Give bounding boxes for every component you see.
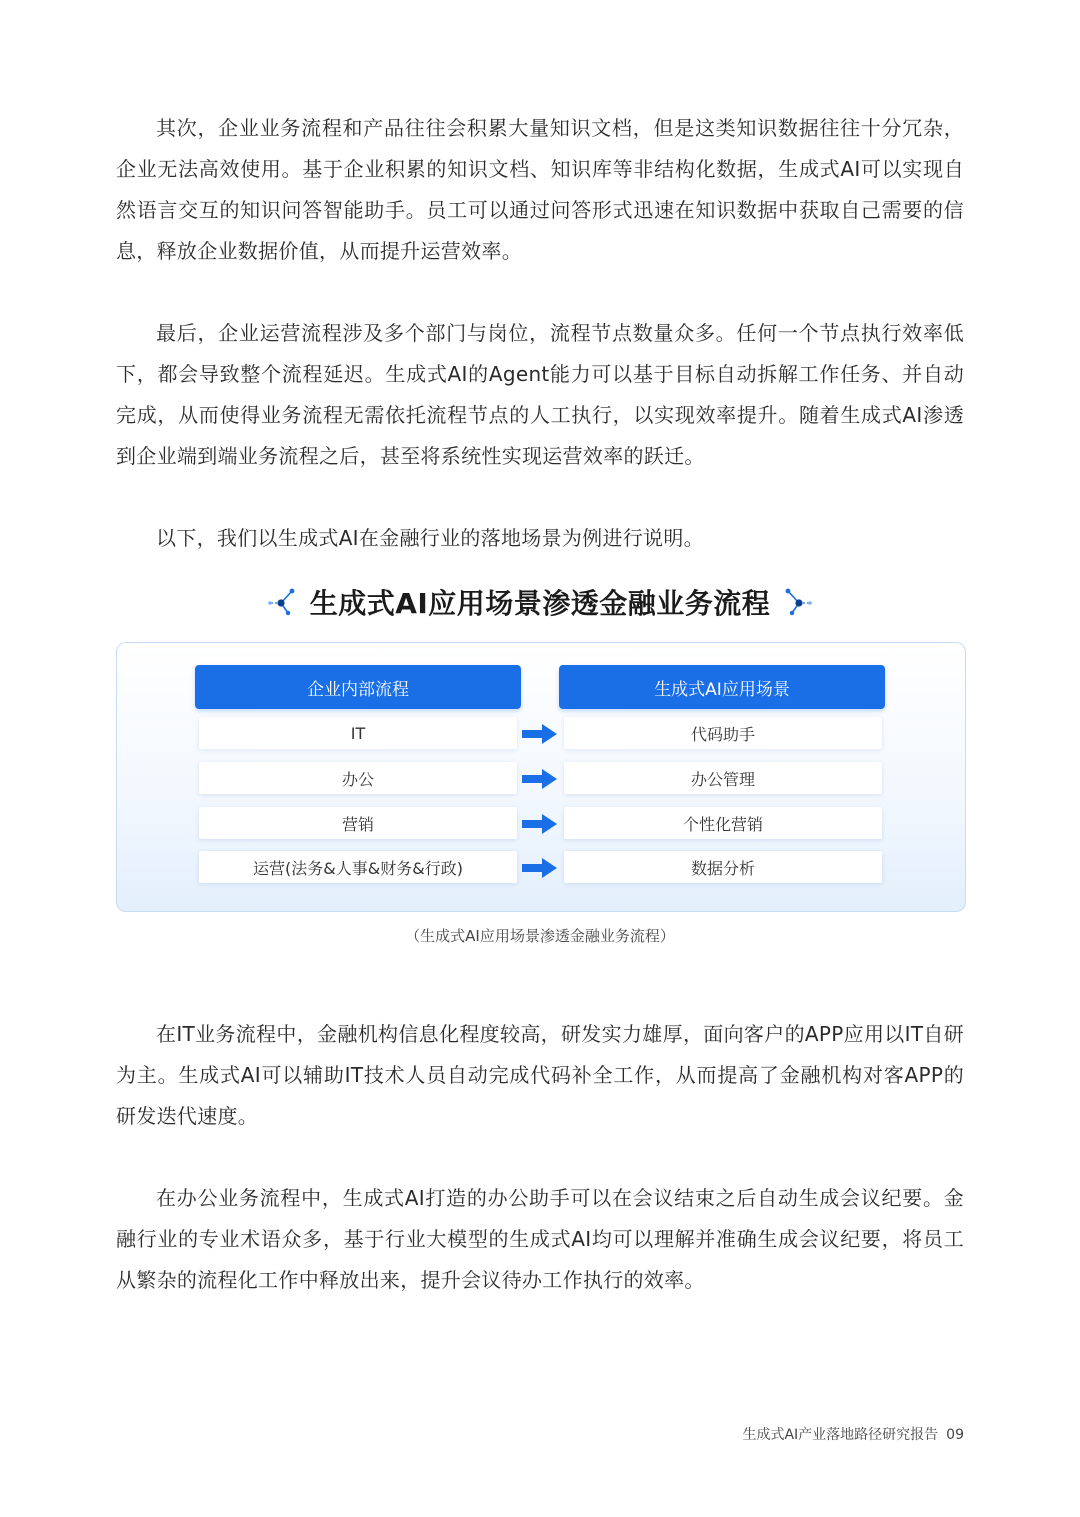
arrow-right-icon <box>522 857 558 879</box>
network-node-icon <box>266 587 296 617</box>
process-cell: 办公 <box>199 762 517 794</box>
process-cell: IT <box>199 717 517 749</box>
right-column-header: 生成式AI应用场景 <box>559 665 885 709</box>
figure-panel <box>116 642 966 912</box>
page-footer <box>742 1424 964 1444</box>
body-paragraph: 以下，我们以生成式AI在金融行业的落地场景为例进行说明。 <box>156 526 704 550</box>
figure-title-text: 生成式AI应用场景渗透金融业务流程 <box>309 587 771 620</box>
report-title: 生成式AI产业落地路径研究报告 <box>742 1427 939 1443</box>
body-paragraph: 在办公业务流程中，生成式AI打造的办公助手可以在会议结束之后自动生成会议纪要。金融行业的专业术语众多，基于行业大模型的生成式AI均可以理解并准确生成会议纪要，将员工从繁杂的流程化工作中释放出来，提升会议待办工作执行的效率。 <box>116 1186 964 1292</box>
arrow-right-icon <box>522 768 558 790</box>
scenario-cell: 办公管理 <box>564 762 882 794</box>
network-node-icon <box>784 587 814 617</box>
left-column-header: 企业内部流程 <box>195 665 521 709</box>
process-cell: 运营(法务&人事&财务&行政) <box>199 851 517 883</box>
figure-title <box>0 578 1080 626</box>
figure-caption: （生成式AI应用场景渗透金融业务流程） <box>405 927 675 945</box>
scenario-cell: 代码助手 <box>564 717 882 749</box>
body-paragraph: 最后，企业运营流程涉及多个部门与岗位，流程节点数量众多。任何一个节点执行效率低下，都会导致整个流程延迟。生成式AI的Agent能力可以基于目标自动拆解工作任务、并自动完成，从而使得业务流程无需依托流程节点的人工执行，以实现效率提升。随着生成式AI渗透到企业端到端业务流程之后，甚至将系统性实现运营效率的跃迁。 <box>116 321 964 468</box>
scenario-cell: 数据分析 <box>564 851 882 883</box>
process-cell: 营销 <box>199 807 517 839</box>
arrow-right-icon <box>522 813 558 835</box>
body-paragraph: 在IT业务流程中，金融机构信息化程度较高，研发实力雄厚，面向客户的APP应用以IT自研为主。生成式AI可以辅助IT技术人员自动完成代码补全工作，从而提高了金融机构对客APP的研发迭代速度。 <box>116 1022 964 1128</box>
page-number: 09 <box>946 1427 964 1443</box>
arrow-right-icon <box>522 723 558 745</box>
body-paragraph: 其次，企业业务流程和产品往往会积累大量知识文档，但是这类知识数据往往十分冗杂，企业无法高效使用。基于企业积累的知识文档、知识库等非结构化数据，生成式AI可以实现自然语言交互的知识问答智能助手。员工可以通过问答形式迅速在知识数据中获取自己需要的信息，释放企业数据价值，从而提升运营效率。 <box>116 116 964 263</box>
scenario-cell: 个性化营销 <box>564 807 882 839</box>
